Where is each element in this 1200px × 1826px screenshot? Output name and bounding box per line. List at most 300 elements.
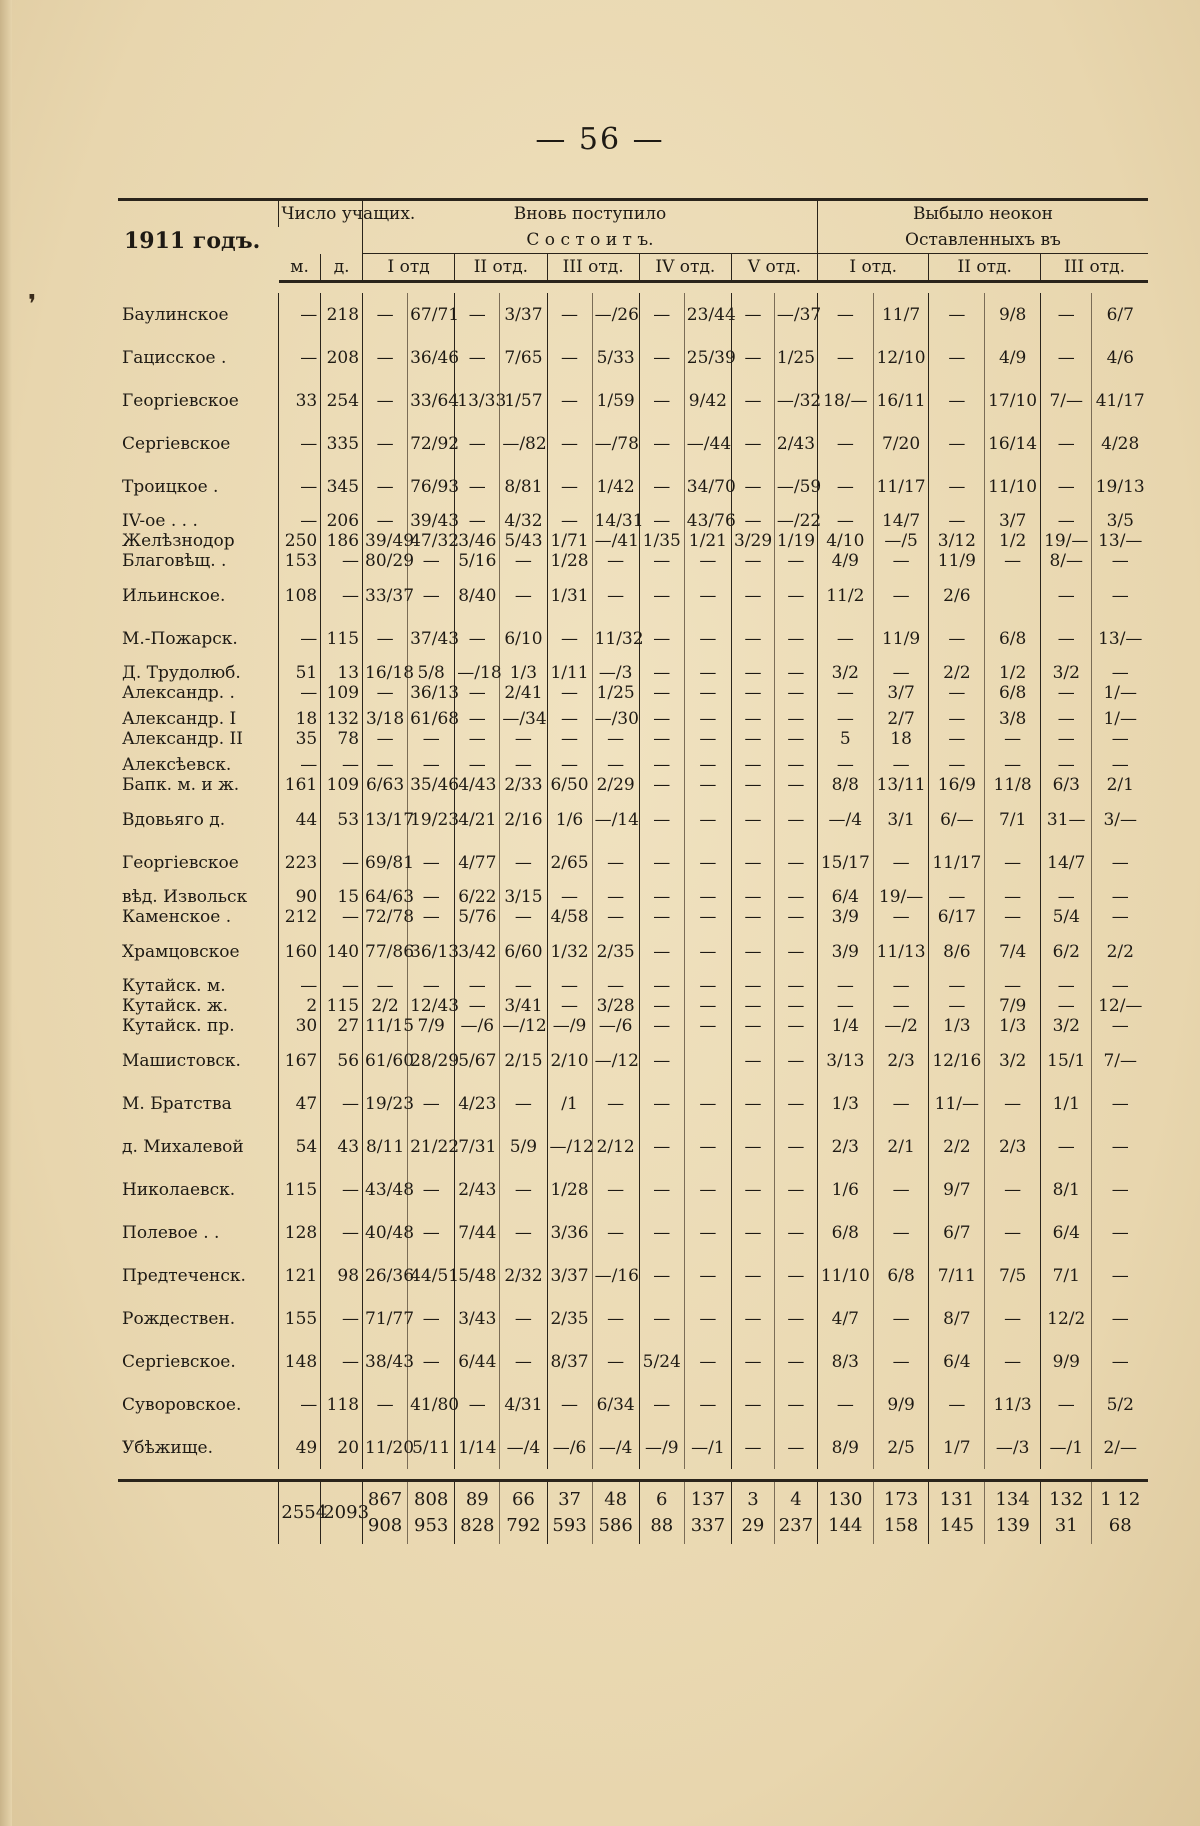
value-cell: 7/1 xyxy=(1041,1254,1092,1297)
value-cell: 5/33 xyxy=(592,336,639,379)
value-cell: 2/1 xyxy=(873,1125,929,1168)
value-cell: —/3 xyxy=(985,1426,1041,1469)
value-cell: — xyxy=(929,336,985,379)
value-cell: 9/8 xyxy=(985,293,1041,336)
value-cell: 1/28 xyxy=(547,1168,592,1211)
value-cell: — xyxy=(363,336,408,379)
value-cell: 1/14 xyxy=(455,1426,500,1469)
value-cell: — 3/29 — xyxy=(731,508,774,574)
value-cell: — xyxy=(774,1168,817,1211)
spacer-row xyxy=(118,282,1148,294)
value-cell: — — xyxy=(731,660,774,706)
value-cell: 11/10 xyxy=(817,1254,873,1297)
value-cell: 8/7 xyxy=(929,1297,985,1340)
school-name-cell: Николаевск. xyxy=(122,1179,236,1200)
value-cell: — xyxy=(1092,1340,1148,1383)
total-value-cell: 4 237 xyxy=(774,1481,817,1545)
boys-count-cell: 128 xyxy=(279,1211,321,1254)
value-cell: 5/24 xyxy=(639,1340,684,1383)
value-cell: — xyxy=(639,1082,684,1125)
value-cell: — xyxy=(731,1039,774,1082)
value-cell: 6/4 xyxy=(1041,1211,1092,1254)
value-cell: — xyxy=(929,1383,985,1426)
value-cell: 12/10 xyxy=(873,336,929,379)
value-cell: 11/2 xyxy=(817,574,873,617)
value-cell: 6/34 xyxy=(592,1383,639,1426)
boys-count-cell: 54 xyxy=(279,1125,321,1168)
total-value-cell: 173 158 xyxy=(873,1481,929,1545)
school-name-cell: Гацисское . xyxy=(122,347,227,368)
value-cell: 14/7 —/5 — xyxy=(873,508,929,574)
value-cell: — xyxy=(774,930,817,973)
value-cell: — xyxy=(639,1297,684,1340)
value-cell: 4/9 xyxy=(985,336,1041,379)
table-row xyxy=(118,1039,1148,1082)
table-row xyxy=(118,1297,1148,1340)
total-value-cell: 130 144 xyxy=(817,1481,873,1545)
value-cell: 14/7 xyxy=(1041,841,1092,884)
value-cell: — 3/41 —/12 xyxy=(500,973,547,1039)
value-cell: — 2/33 xyxy=(500,752,547,798)
value-cell: — — xyxy=(774,706,817,752)
value-cell: 13/33 xyxy=(455,379,500,422)
value-cell: 16/18 — xyxy=(363,660,408,706)
table-row xyxy=(118,1082,1148,1125)
value-cell: 7/— xyxy=(1092,1039,1148,1082)
school-name-cell: Вдовьяго д. xyxy=(122,809,226,830)
value-cell: —/6 xyxy=(547,1426,592,1469)
girls-count-cell: 335 xyxy=(321,422,363,465)
table-row xyxy=(118,508,1148,574)
table-row xyxy=(118,617,1148,660)
value-cell: 1/11 — xyxy=(547,660,592,706)
value-cell: — xyxy=(455,293,500,336)
value-cell: — — xyxy=(731,752,774,798)
value-cell: — xyxy=(363,293,408,336)
table-row xyxy=(118,574,1148,617)
value-cell: — — —/9 xyxy=(547,973,592,1039)
value-cell: 7/44 xyxy=(455,1211,500,1254)
value-cell: 21/22 xyxy=(408,1125,455,1168)
value-cell: — xyxy=(684,930,731,973)
value-cell: — xyxy=(408,1082,455,1125)
value-cell: — xyxy=(547,422,592,465)
table-row xyxy=(118,841,1148,884)
totals-label-cell xyxy=(118,1481,279,1545)
value-cell: 11/13 xyxy=(873,930,929,973)
table-row xyxy=(118,752,1148,798)
value-cell: — xyxy=(684,1254,731,1297)
value-cell: 5/11 xyxy=(408,1426,455,1469)
girls-header: д. xyxy=(321,254,363,282)
value-cell: 2/3 xyxy=(985,1125,1041,1168)
value-cell: — — — xyxy=(774,973,817,1039)
school-name-cell: Кутайск. м. Кутайск. ж. Кутайск. пр. xyxy=(122,976,235,1036)
value-cell xyxy=(684,1039,731,1082)
value-cell: — xyxy=(1041,1125,1092,1168)
value-cell: 69/81 xyxy=(363,841,408,884)
value-cell: 61/60 xyxy=(363,1039,408,1082)
value-cell: 1/2 6/8 xyxy=(985,660,1041,706)
value-cell: 37/43 xyxy=(408,617,455,660)
girls-count-cell: 43 xyxy=(321,1125,363,1168)
total-value-cell: 808 953 xyxy=(408,1481,455,1545)
value-cell: — 3/12 11/9 xyxy=(929,508,985,574)
value-cell: — xyxy=(592,1082,639,1125)
value-cell: 2/12 xyxy=(592,1125,639,1168)
table-row xyxy=(118,1340,1148,1383)
value-cell: 1/6 xyxy=(817,1168,873,1211)
value-cell: 12/2 xyxy=(1041,1297,1092,1340)
value-cell: — xyxy=(408,1340,455,1383)
value-cell: 25/39 xyxy=(684,336,731,379)
value-cell: 6/4 3/9 xyxy=(817,884,873,930)
value-cell: — 8/8 xyxy=(817,752,873,798)
boys-count-cell: 155 xyxy=(279,1297,321,1340)
school-name-cell: Георгіевское xyxy=(122,852,239,873)
value-cell: — xyxy=(639,465,684,508)
value-cell: — xyxy=(731,379,774,422)
value-cell: 2/43 xyxy=(455,1168,500,1211)
table-row xyxy=(118,1426,1148,1469)
school-name-cell: д. Михалевой xyxy=(122,1136,244,1157)
value-cell: 67/71 xyxy=(408,293,455,336)
total-value-cell: 134 139 xyxy=(985,1481,1041,1545)
value-cell: — xyxy=(500,1340,547,1383)
school-name-cell: Полевое . . xyxy=(122,1222,220,1243)
boys-count-cell: 49 xyxy=(279,1426,321,1469)
value-cell: 8/37 xyxy=(547,1340,592,1383)
table-body xyxy=(118,282,1148,1545)
value-cell: — 1/71 1/28 xyxy=(547,508,592,574)
value-cell: 39/43 47/32 — xyxy=(408,508,455,574)
value-cell: — xyxy=(639,1383,684,1426)
value-cell: — xyxy=(731,1211,774,1254)
value-cell: 9/9 xyxy=(1041,1340,1092,1383)
value-cell: — xyxy=(547,293,592,336)
value-cell: — xyxy=(774,1426,817,1469)
value-cell: 11/17 xyxy=(873,465,929,508)
value-cell: 6/22 5/76 xyxy=(455,884,500,930)
value-cell: — — xyxy=(929,706,985,752)
value-cell: 43/48 xyxy=(363,1168,408,1211)
school-name-cell: М.-Пожарск. xyxy=(122,628,238,649)
school-name-cell: вѣд. Извольск Каменское . xyxy=(122,887,248,927)
value-cell: — xyxy=(731,1082,774,1125)
value-cell: — — xyxy=(408,884,455,930)
value-cell: — xyxy=(731,465,774,508)
value-cell: — xyxy=(547,336,592,379)
value-cell: — xyxy=(684,1211,731,1254)
value-cell: — xyxy=(547,1383,592,1426)
value-cell: —/14 xyxy=(592,798,639,841)
total-girls-cell: 2093 xyxy=(321,1481,363,1545)
school-name-cell: Баулинское xyxy=(122,304,229,325)
value-cell: 1/59 xyxy=(592,379,639,422)
girls-count-cell: — xyxy=(321,1168,363,1211)
value-cell: 7/11 xyxy=(929,1254,985,1297)
consists-header: С о с т о и т ъ. xyxy=(363,227,818,254)
value-cell: 8/9 xyxy=(817,1426,873,1469)
value-cell: — — xyxy=(592,884,639,930)
value-cell: — xyxy=(817,293,873,336)
boys-count-cell: — xyxy=(279,293,321,336)
value-cell: — xyxy=(639,1211,684,1254)
value-cell: 14/31 —/41 — xyxy=(592,508,639,574)
value-cell: — xyxy=(873,574,929,617)
girls-count-cell: — xyxy=(321,1082,363,1125)
value-cell: — xyxy=(592,574,639,617)
value-cell: 64/63 72/78 xyxy=(363,884,408,930)
value-cell: — xyxy=(1092,841,1148,884)
value-cell: 2/5 xyxy=(873,1426,929,1469)
value-cell: — xyxy=(684,617,731,660)
value-cell: — — xyxy=(684,660,731,706)
value-cell: 1/6 xyxy=(547,798,592,841)
boys-count-cell: 121 xyxy=(279,1254,321,1297)
school-name-cell: Рождествен. xyxy=(122,1308,236,1329)
value-cell: — — xyxy=(684,706,731,752)
value-cell: 38/43 xyxy=(363,1340,408,1383)
students-header: Число учащих. xyxy=(279,200,363,228)
school-name-cell: М. Братства xyxy=(122,1093,232,1114)
value-cell: — xyxy=(774,1082,817,1125)
value-cell: 2/43 xyxy=(774,422,817,465)
value-cell: — xyxy=(774,1125,817,1168)
value-cell: — — xyxy=(639,884,684,930)
value-cell: — xyxy=(774,841,817,884)
value-cell: — xyxy=(639,293,684,336)
value-cell: — 35/46 xyxy=(408,752,455,798)
value-cell: — — —/6 xyxy=(455,973,500,1039)
value-cell: — xyxy=(639,1125,684,1168)
table-row xyxy=(118,1211,1148,1254)
value-cell: — xyxy=(1092,1254,1148,1297)
value-cell: —/1 xyxy=(1041,1426,1092,1469)
school-name-cell: Предтеченск. xyxy=(122,1265,246,1286)
value-cell: 72/92 xyxy=(408,422,455,465)
value-cell: 16/11 xyxy=(873,379,929,422)
value-cell: — xyxy=(774,1383,817,1426)
value-cell: — 3/28 —/6 xyxy=(592,973,639,1039)
table-row xyxy=(118,336,1148,379)
value-cell: /1 xyxy=(547,1082,592,1125)
value-cell: 19/23 xyxy=(363,1082,408,1125)
value-cell: 3/9 xyxy=(817,930,873,973)
girls-count-cell: — xyxy=(321,1211,363,1254)
value-cell: — xyxy=(985,841,1041,884)
value-cell: — xyxy=(408,1168,455,1211)
value-cell: — — — xyxy=(684,973,731,1039)
school-name-cell: Убѣжище. xyxy=(122,1437,214,1458)
value-cell: 3/43 xyxy=(455,1297,500,1340)
value-cell: 4/28 xyxy=(1092,422,1148,465)
value-cell: — xyxy=(817,336,873,379)
students-header-cont xyxy=(279,227,363,254)
value-cell: 4/32 5/43 — xyxy=(500,508,547,574)
otd-header: III отд. xyxy=(547,254,639,282)
value-cell: 7/4 xyxy=(985,930,1041,973)
table-row xyxy=(118,293,1148,336)
value-cell: — xyxy=(1041,617,1092,660)
value-cell: 3/8 — xyxy=(985,706,1041,752)
value-cell: — xyxy=(547,465,592,508)
value-cell: 3/42 xyxy=(455,930,500,973)
girls-count-cell: — 109 xyxy=(321,752,363,798)
value-cell: — xyxy=(873,1082,929,1125)
value-cell: — xyxy=(774,617,817,660)
otd-header: II отд. xyxy=(455,254,547,282)
value-cell: — xyxy=(455,617,500,660)
value-cell: — xyxy=(774,1211,817,1254)
girls-count-cell: 98 xyxy=(321,1254,363,1297)
value-cell: — — — xyxy=(731,973,774,1039)
girls-count-cell: — xyxy=(321,1340,363,1383)
value-cell: — xyxy=(774,574,817,617)
value-cell: 3/2 — xyxy=(817,660,873,706)
value-cell: — — xyxy=(1092,884,1148,930)
value-cell: — 4/43 xyxy=(455,752,500,798)
value-cell: 8/3 xyxy=(817,1340,873,1383)
value-cell: —/4 xyxy=(500,1426,547,1469)
value-cell: — xyxy=(684,1082,731,1125)
otd-header: I отд. xyxy=(817,254,929,282)
boys-count-cell: — xyxy=(279,617,321,660)
girls-count-cell: 56 xyxy=(321,1039,363,1082)
value-cell: — 13/11 xyxy=(873,752,929,798)
value-cell: — xyxy=(684,841,731,884)
value-cell: — xyxy=(639,422,684,465)
boys-count-cell: 108 xyxy=(279,574,321,617)
girls-count-cell: 53 xyxy=(321,798,363,841)
boys-count-cell: 160 xyxy=(279,930,321,973)
value-cell: 4/77 xyxy=(455,841,500,884)
value-cell: — xyxy=(455,1383,500,1426)
girls-count-cell: 118 xyxy=(321,1383,363,1426)
spacer-row xyxy=(118,1469,1148,1481)
value-cell: 4/6 xyxy=(1092,336,1148,379)
value-cell: 9/7 xyxy=(929,1168,985,1211)
value-cell: 11/32 xyxy=(592,617,639,660)
value-cell: — xyxy=(731,336,774,379)
value-cell: — xyxy=(455,336,500,379)
value-cell: — xyxy=(817,1383,873,1426)
value-cell: 18/— xyxy=(817,379,873,422)
value-cell: 6/8 xyxy=(817,1211,873,1254)
value-cell: 26/36 xyxy=(363,1254,408,1297)
value-cell: — 3/46 5/16 xyxy=(455,508,500,574)
total-value-cell: 66 792 xyxy=(500,1481,547,1545)
boys-count-cell: 33 xyxy=(279,379,321,422)
value-cell: 2/10 xyxy=(547,1039,592,1082)
value-cell: 36/13 xyxy=(408,930,455,973)
value-cell: — xyxy=(684,1125,731,1168)
total-value-cell: 131 145 xyxy=(929,1481,985,1545)
value-cell: — xyxy=(731,1426,774,1469)
value-cell: 13/— xyxy=(1092,617,1148,660)
value-cell: 2/16 xyxy=(500,798,547,841)
total-value-cell: 89 828 xyxy=(455,1481,500,1545)
value-cell: —/22 1/19 — xyxy=(774,508,817,574)
value-cell: 33/64 xyxy=(408,379,455,422)
value-cell: — 2/2 11/15 xyxy=(363,973,408,1039)
value-cell: — xyxy=(500,841,547,884)
value-cell: — 19/— 8/— xyxy=(1041,508,1092,574)
value-cell: — 1/— xyxy=(1092,660,1148,706)
total-value-cell: 48 586 xyxy=(592,1481,639,1545)
value-cell: 1/3 xyxy=(817,1082,873,1125)
value-cell: 36/46 xyxy=(408,336,455,379)
girls-count-cell: — xyxy=(321,574,363,617)
left-in-header: Оставленныхъ въ xyxy=(817,227,1148,254)
value-cell: —/30 — xyxy=(592,706,639,752)
value-cell: — xyxy=(731,1297,774,1340)
value-cell: — xyxy=(500,1211,547,1254)
value-cell: 1/42 xyxy=(592,465,639,508)
value-cell: — xyxy=(1092,1297,1148,1340)
boys-count-cell: — xyxy=(279,1383,321,1426)
boys-count-cell: 90 212 xyxy=(279,884,321,930)
value-cell: 3/2 — xyxy=(1041,660,1092,706)
table-row xyxy=(118,930,1148,973)
value-cell: 1/1 xyxy=(1041,1082,1092,1125)
value-cell: 3/18 — xyxy=(363,706,408,752)
table-row xyxy=(118,798,1148,841)
value-cell: 71/77 xyxy=(363,1297,408,1340)
value-cell: 76/93 xyxy=(408,465,455,508)
value-cell: 44/51 xyxy=(408,1254,455,1297)
value-cell: 5/2 xyxy=(1092,1383,1148,1426)
value-cell: — xyxy=(592,841,639,884)
value-cell: 16/14 xyxy=(985,422,1041,465)
girls-count-cell: — 115 27 xyxy=(321,973,363,1039)
value-cell: — xyxy=(639,1168,684,1211)
total-value-cell: 137 337 xyxy=(684,1481,731,1545)
otd-header: I отд xyxy=(363,254,455,282)
value-cell: — xyxy=(363,1383,408,1426)
value-cell: 19/23 xyxy=(408,798,455,841)
value-cell: — xyxy=(547,617,592,660)
school-name-cell: Храмцовское xyxy=(122,941,240,962)
value-cell: — xyxy=(817,465,873,508)
value-cell: — xyxy=(774,1297,817,1340)
total-value-cell: 1 12 68 xyxy=(1092,1481,1148,1545)
total-value-cell: 6 88 xyxy=(639,1481,684,1545)
value-cell: 61/68 — xyxy=(408,706,455,752)
value-cell: 28/29 xyxy=(408,1039,455,1082)
table-row xyxy=(118,973,1148,1039)
value-cell: —/18 — xyxy=(455,660,500,706)
girls-count-cell: 218 xyxy=(321,293,363,336)
value-cell: —/1 xyxy=(684,1426,731,1469)
value-cell: 2/3 xyxy=(873,1039,929,1082)
value-cell: —/82 xyxy=(500,422,547,465)
value-cell: 3/36 xyxy=(547,1211,592,1254)
book-spine-shadow xyxy=(0,0,12,1826)
value-cell: — xyxy=(774,798,817,841)
value-cell: 15/1 xyxy=(1041,1039,1092,1082)
otd-header: II отд. xyxy=(929,254,1041,282)
girls-count-cell: 13 109 xyxy=(321,660,363,706)
statistics-table xyxy=(118,198,1148,1544)
new-admitted-header: Вновь поступило xyxy=(363,200,818,228)
value-cell: —/4 xyxy=(592,1426,639,1469)
value-cell: 5/9 xyxy=(500,1125,547,1168)
value-cell: — xyxy=(774,1340,817,1383)
value-cell: — xyxy=(363,422,408,465)
value-cell: 6/60 xyxy=(500,930,547,973)
value-cell: — xyxy=(1092,574,1148,617)
